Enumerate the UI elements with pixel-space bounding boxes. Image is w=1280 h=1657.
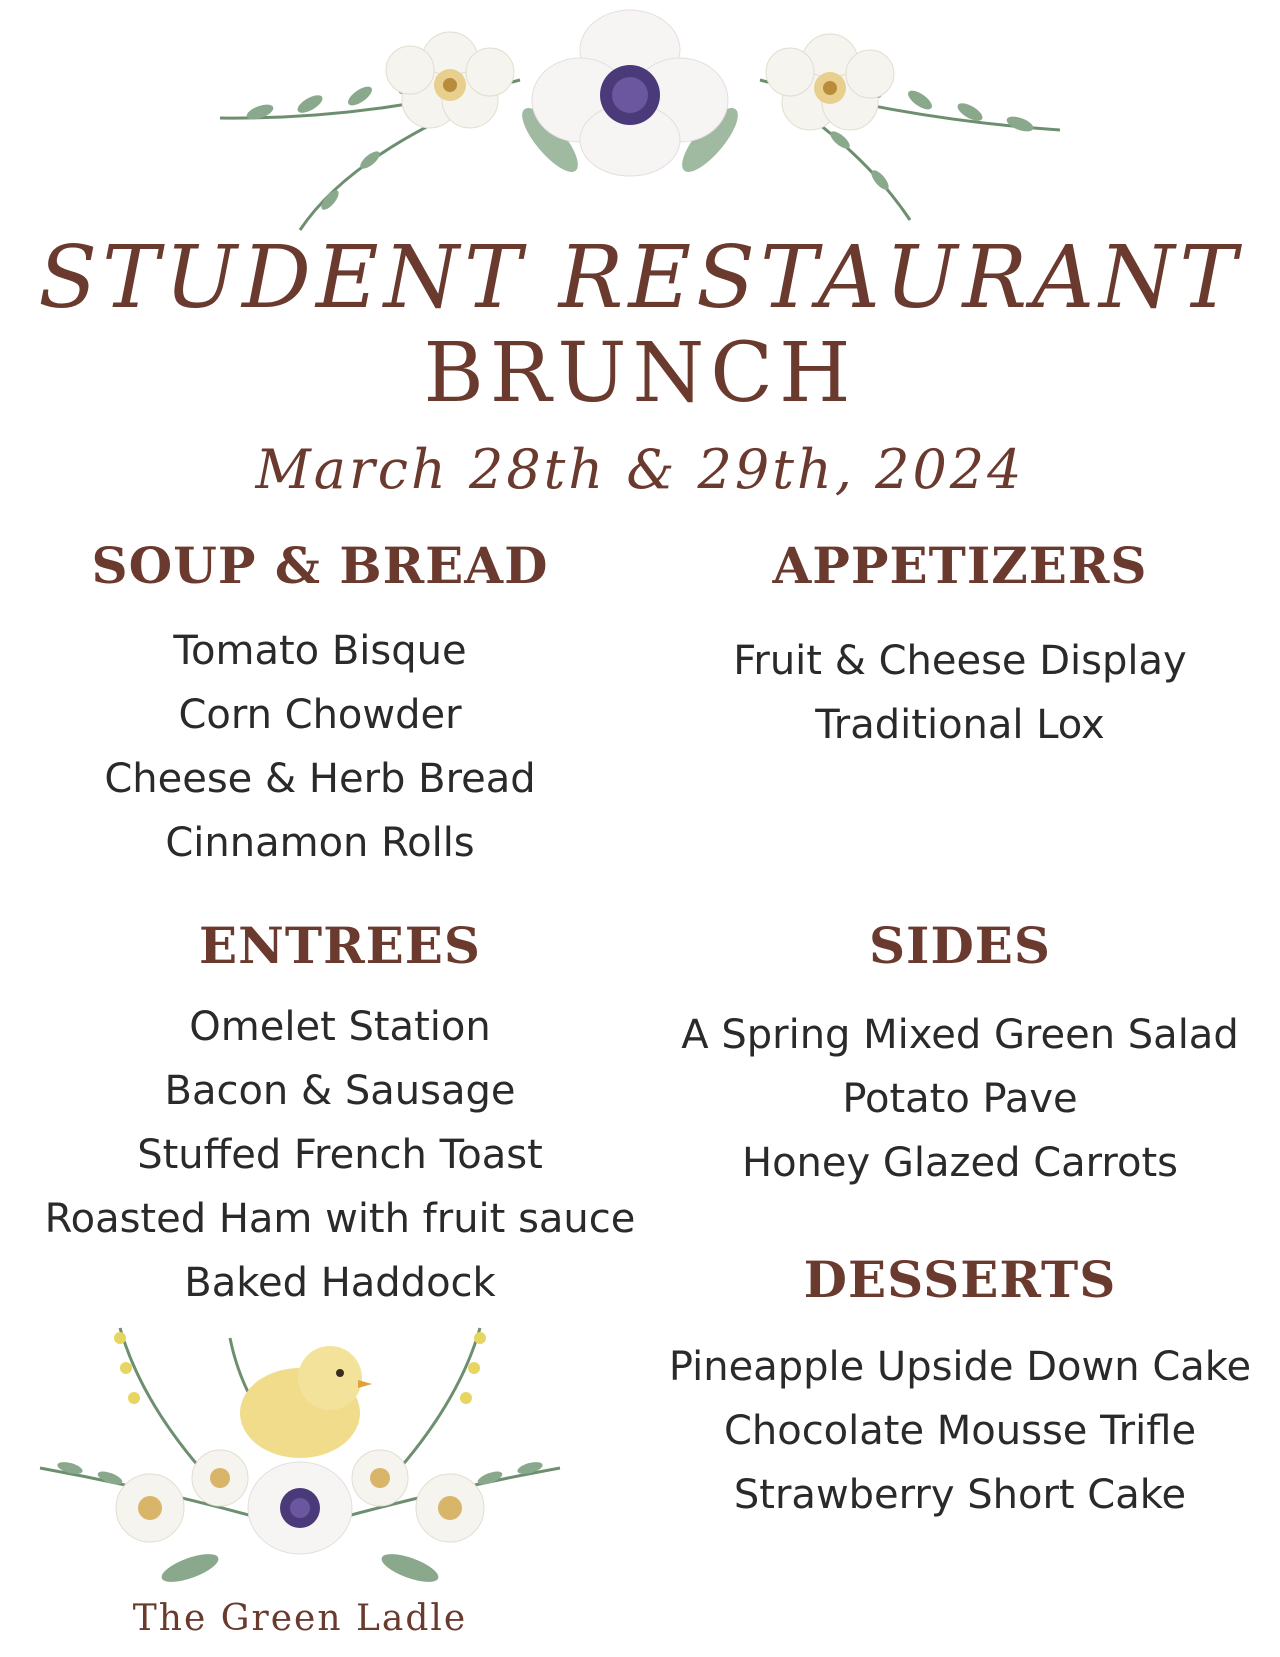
- menu-item-list: [20, 995, 660, 1315]
- menu-item-list: [650, 1335, 1270, 1527]
- menu-item: Baked Haddock: [184, 1260, 496, 1306]
- menu-item: Cinnamon Rolls: [165, 820, 475, 866]
- section-heading: DESSERTS: [803, 1250, 1117, 1309]
- menu-item: Chocolate Mousse Trifle: [723, 1408, 1197, 1454]
- menu-item: Strawberry Short Cake: [733, 1472, 1187, 1518]
- menu-subtitle: BRUNCH: [423, 326, 857, 421]
- menu-item: Stuffed French Toast: [137, 1132, 543, 1178]
- menu-title: STUDENT RESTAURANT: [38, 228, 1242, 328]
- menu-item-list: [650, 1003, 1270, 1195]
- section-appetizers: [650, 536, 1270, 757]
- section-sides: [650, 916, 1270, 1195]
- menu-item: Bacon & Sausage: [164, 1068, 516, 1114]
- menu-date: March 28th & 29th, 2024: [255, 438, 1025, 501]
- section-heading: SOUP & BREAD: [91, 536, 549, 595]
- menu-item: Omelet Station: [189, 1004, 491, 1050]
- menu-item: Fruit & Cheese Display: [733, 638, 1187, 684]
- bottom-floral-chick-icon: [30, 1318, 570, 1598]
- menu-item: Corn Chowder: [178, 692, 462, 738]
- menu-item: Tomato Bisque: [173, 628, 467, 674]
- brand-name: The Green Ladle: [132, 1598, 468, 1639]
- menu-item: Cheese & Herb Bread: [104, 756, 536, 802]
- top-floral-decoration-icon: [220, 0, 1060, 240]
- menu-item: A Spring Mixed Green Salad: [681, 1012, 1239, 1058]
- section-desserts: [650, 1250, 1270, 1527]
- section-entrees: [20, 916, 660, 1315]
- menu-item: Traditional Lox: [815, 702, 1105, 748]
- menu-item-list: [40, 619, 600, 875]
- menu-item: Pineapple Upside Down Cake: [668, 1344, 1252, 1390]
- menu-item: Roasted Ham with fruit sauce: [44, 1196, 636, 1242]
- section-heading: ENTREES: [199, 916, 481, 975]
- menu-item: Potato Pave: [842, 1076, 1078, 1122]
- menu-item: Honey Glazed Carrots: [742, 1140, 1178, 1186]
- menu-item-list: [650, 629, 1270, 757]
- section-soup-bread: [40, 536, 600, 875]
- section-heading: SIDES: [868, 916, 1052, 975]
- section-heading: APPETIZERS: [772, 536, 1148, 595]
